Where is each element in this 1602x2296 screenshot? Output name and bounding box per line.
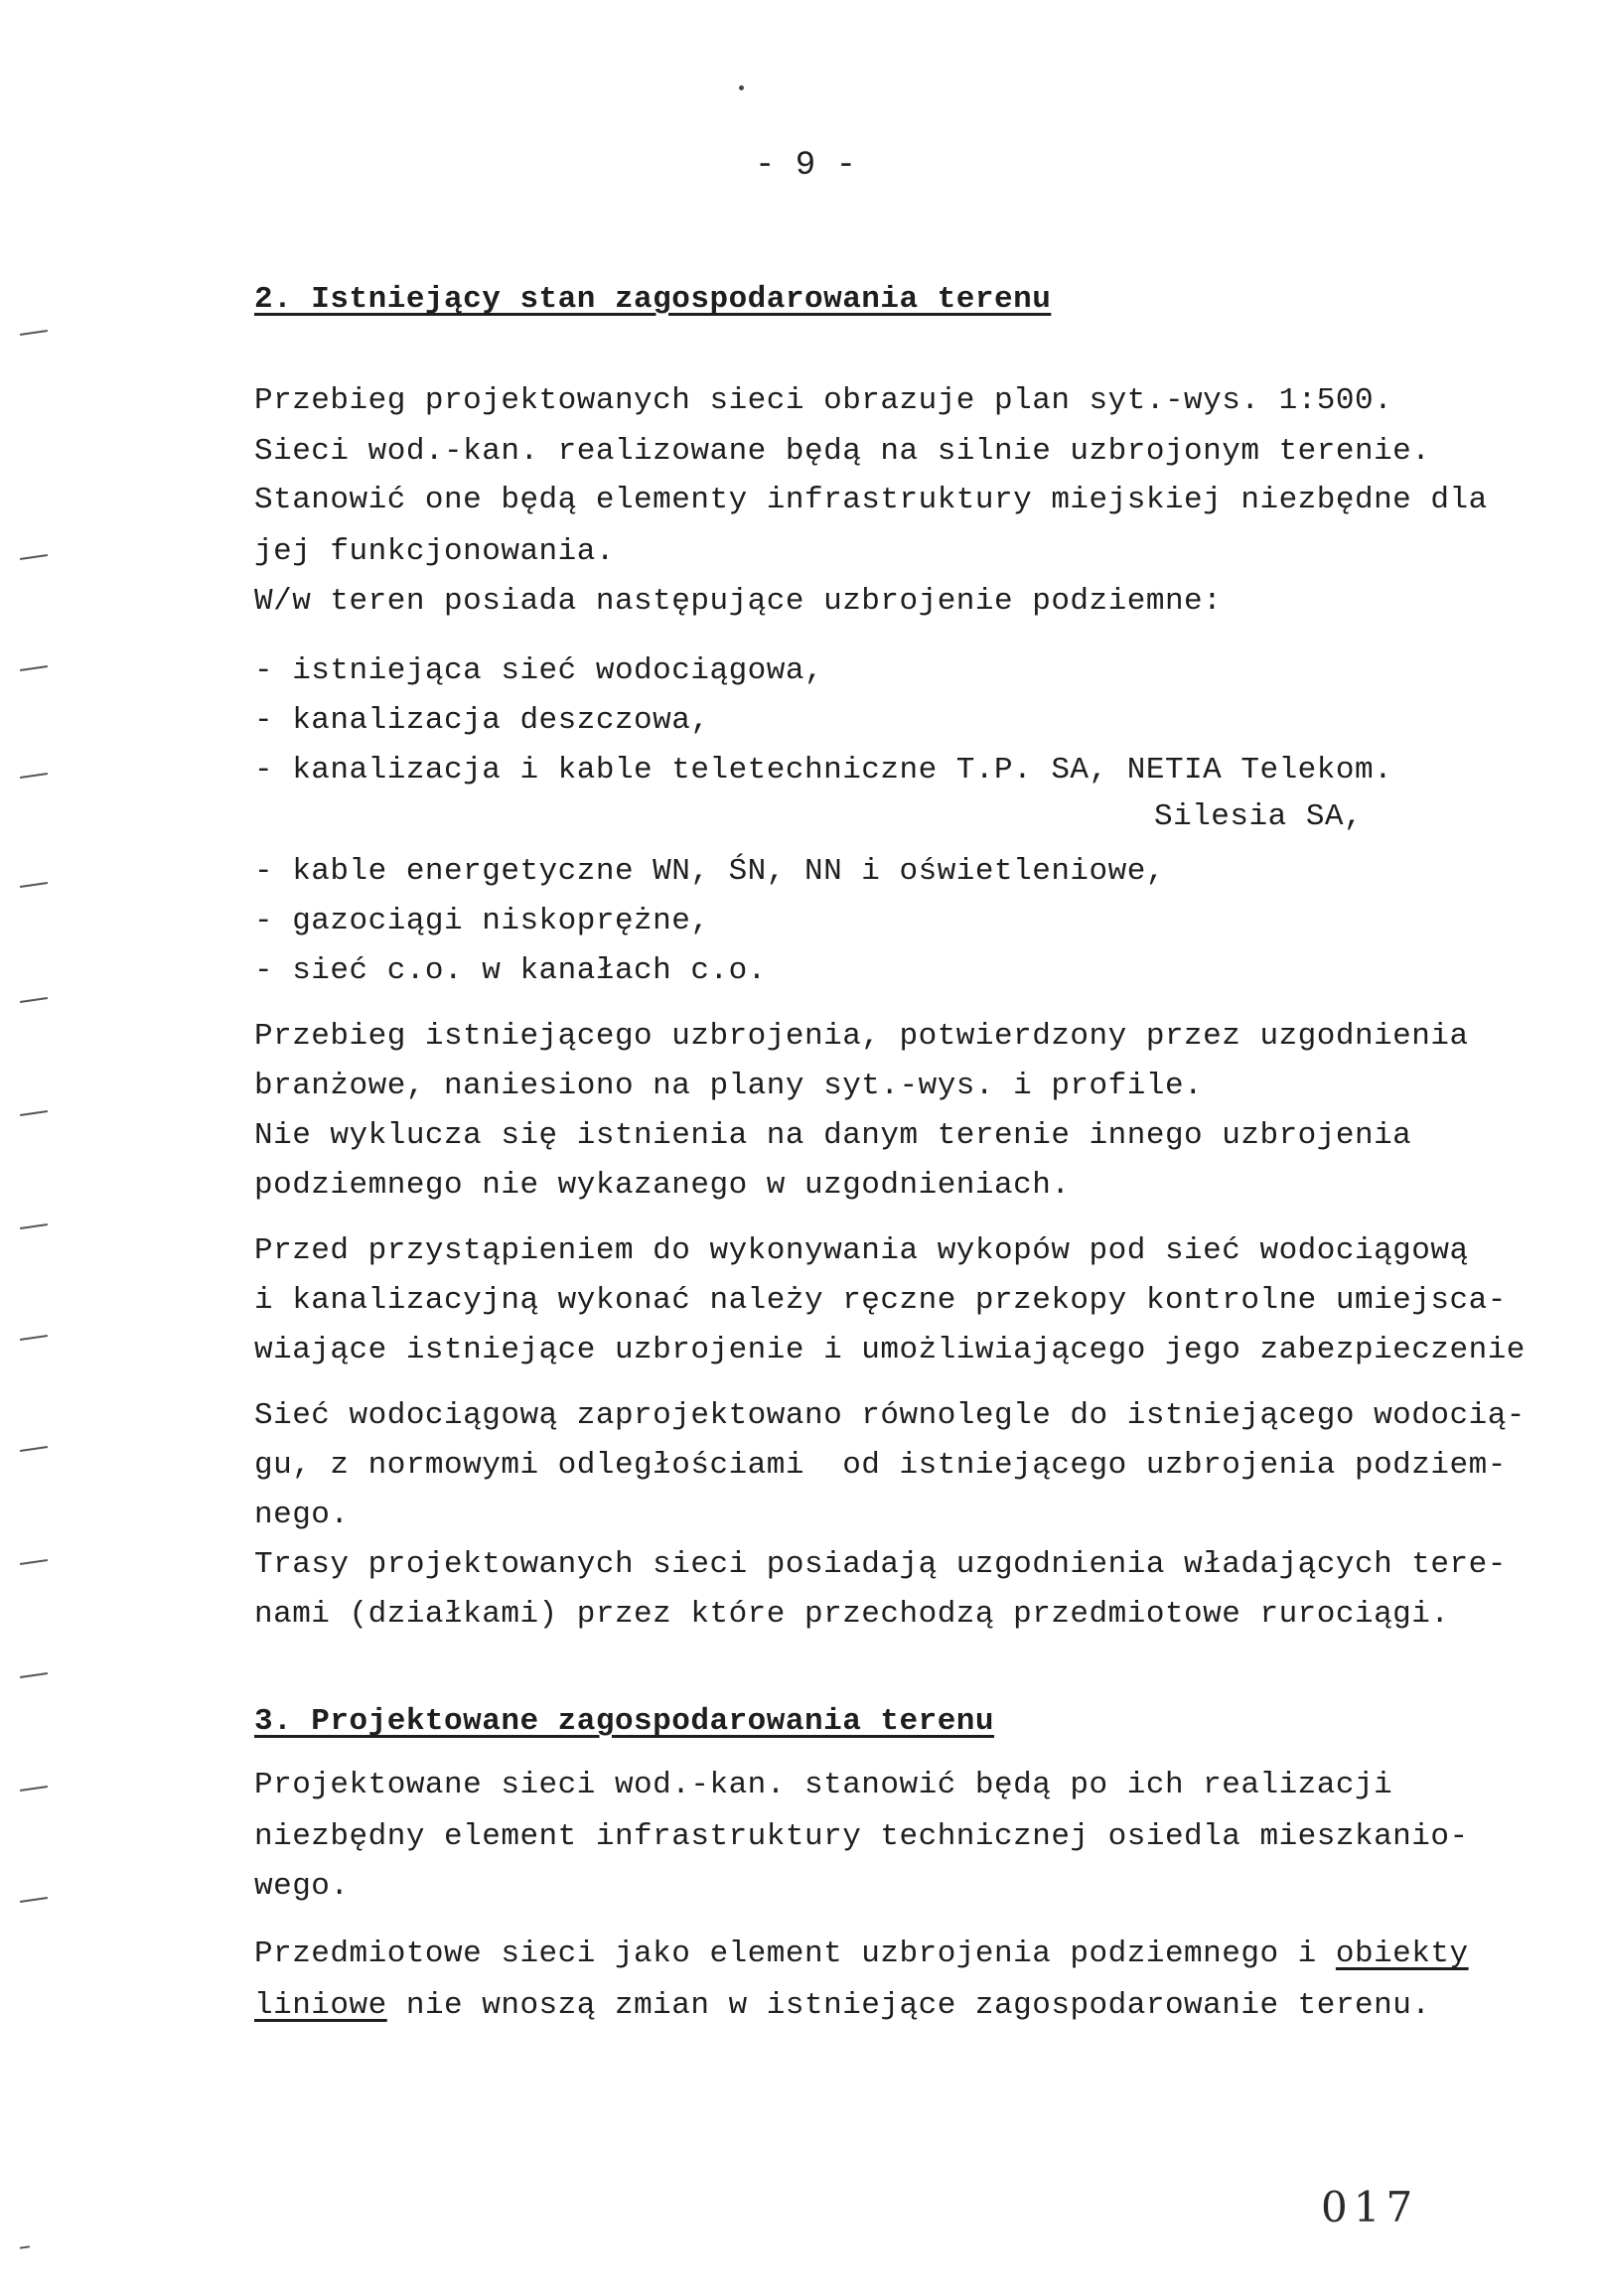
- scan-margin-mark: [20, 997, 48, 1003]
- paragraph-line: niezbędny element infrastruktury technicznej osiedla mieszkanio-: [254, 1819, 1469, 1854]
- paragraph-line: Nie wyklucza się istnienia na danym terenie innego uzbrojenia: [254, 1118, 1412, 1153]
- list-item: - kable energetyczne WN, ŚN, NN i oświetleniowe,: [254, 854, 1165, 889]
- scan-margin-mark: [20, 1110, 48, 1116]
- paragraph-line: Projektowane sieci wod.-kan. stanowić będą po ich realizacji: [254, 1768, 1393, 1802]
- list-item: - sieć c.o. w kanałach c.o.: [254, 953, 767, 988]
- scan-margin-mark: [20, 665, 48, 671]
- section-3-heading: 3. Projektowane zagospodarowania terenu: [254, 1704, 995, 1739]
- paragraph-line: Sieci wod.-kan. realizowane będą na silnie uzbrojonym terenie.: [254, 434, 1431, 469]
- list-item: - gazociągi niskoprężne,: [254, 904, 710, 938]
- scan-margin-mark: [20, 1672, 48, 1678]
- paragraph-line: W/w teren posiada następujące uzbrojenie podziemne:: [254, 584, 1223, 619]
- scan-margin-mark: [20, 1223, 48, 1229]
- paragraph-line: wego.: [254, 1869, 350, 1904]
- scan-margin-mark: [20, 1446, 48, 1452]
- scan-margin-mark: [20, 2245, 30, 2248]
- paragraph-line: Stanowić one będą elementy infrastruktury miejskiej niezbędne dla: [254, 483, 1488, 517]
- scan-margin-mark: [20, 773, 48, 779]
- scan-margin-mark: [20, 1335, 48, 1341]
- scan-margin-mark: [20, 882, 48, 888]
- underlined-term: liniowe: [254, 1988, 387, 2023]
- section-2-heading: 2. Istniejący stan zagospodarowania terenu: [254, 282, 1052, 317]
- paragraph-line: Przed przystąpieniem do wykonywania wykopów pod sieć wodociągową: [254, 1233, 1469, 1268]
- paragraph-line: jej funkcjonowania.: [254, 534, 615, 569]
- paragraph-line: nami (działkami) przez które przechodzą przedmiotowe rurociągi.: [254, 1597, 1450, 1632]
- paragraph-line: Sieć wodociągową zaprojektowano równolegle do istniejącego wodocią-: [254, 1398, 1526, 1433]
- paragraph-line: [254, 1988, 1430, 2024]
- paragraph-line: [254, 1937, 1469, 1972]
- scan-margin-mark: [20, 1897, 48, 1903]
- underlined-term: obiekty: [1335, 1937, 1469, 1971]
- paragraph-line: gu, z normowymi odległościami od istniejącego uzbrojenia podziem-: [254, 1448, 1507, 1483]
- scan-margin-mark: [20, 554, 48, 560]
- paragraph-line: Trasy projektowanych sieci posiadają uzgodnienia władających tere-: [254, 1547, 1507, 1582]
- paragraph-line: podziemnego nie wykazanego w uzgodnieniach.: [254, 1168, 1071, 1203]
- archive-number-stamp: 017: [1321, 2183, 1419, 2231]
- scan-speck: [739, 85, 744, 90]
- paragraph-line: branżowe, naniesiono na plany syt.-wys. i profile.: [254, 1069, 1204, 1103]
- paragraph-line: i kanalizacyjną wykonać należy ręczne przekopy kontrolne umiejsca-: [254, 1283, 1507, 1318]
- paragraph-line: nego.: [254, 1498, 350, 1532]
- list-item: - kanalizacja deszczowa,: [254, 703, 710, 738]
- list-item-continuation: Silesia SA,: [1154, 799, 1364, 834]
- page-number: - 9 -: [755, 147, 857, 185]
- paragraph-line: Przebieg projektowanych sieci obrazuje plan syt.-wys. 1:500.: [254, 383, 1393, 418]
- paragraph-line: wiające istniejące uzbrojenie i umożliwiającego jego zabezpieczenie: [254, 1333, 1526, 1367]
- scan-margin-mark: [20, 1786, 48, 1792]
- scan-margin-mark: [20, 330, 48, 336]
- list-item: - kanalizacja i kable teletechniczne T.P. SA, NETIA Telekom.: [254, 753, 1393, 788]
- list-item: - istniejąca sieć wodociągowa,: [254, 653, 824, 688]
- paragraph-line: Przebieg istniejącego uzbrojenia, potwierdzony przez uzgodnienia: [254, 1019, 1469, 1054]
- paragraph-text: nie wnoszą zmian w istniejące zagospodarowanie terenu.: [386, 1988, 1431, 2023]
- paragraph-text: Przedmiotowe sieci jako element uzbrojenia podziemnego i: [254, 1937, 1336, 1971]
- scan-margin-mark: [20, 1559, 48, 1565]
